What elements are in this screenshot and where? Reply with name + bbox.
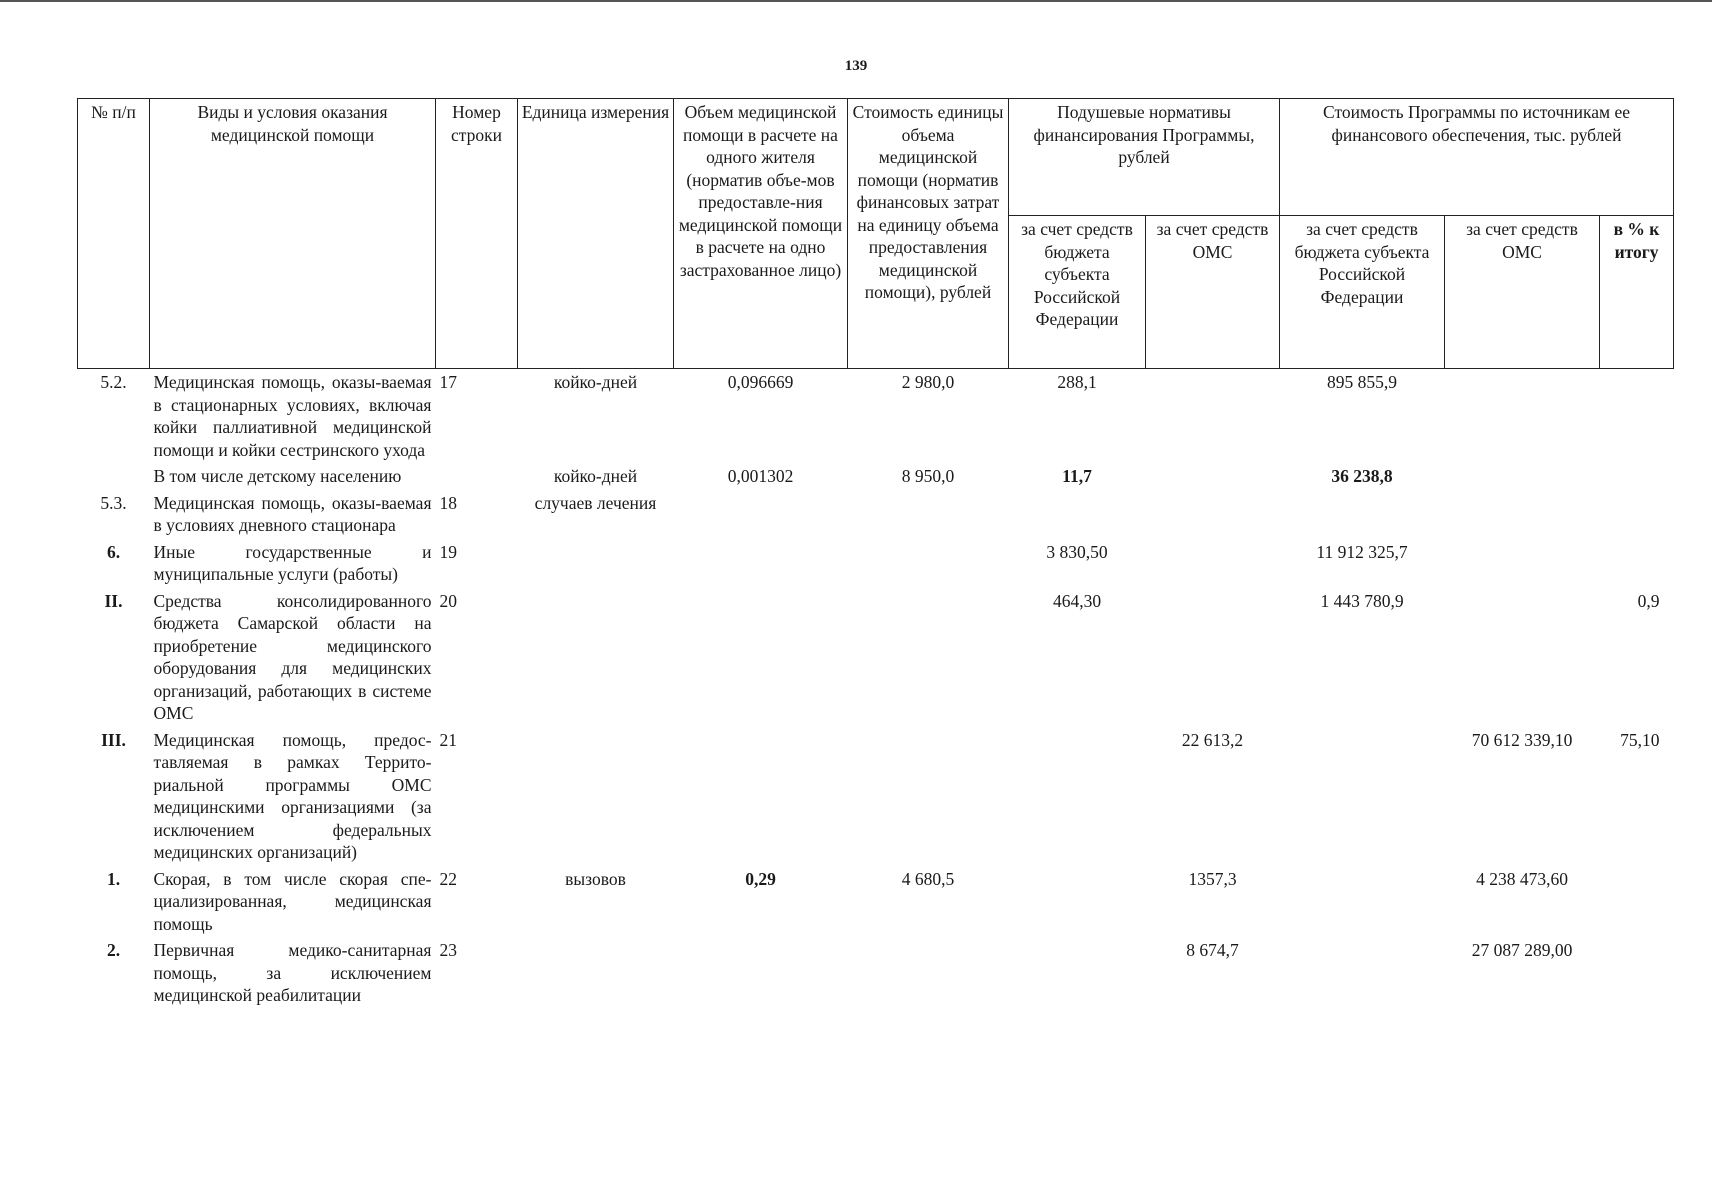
cell-program-budget: 11 912 325,7 [1316,541,1408,562]
cell-volume [674,937,848,1009]
header-norm-oms: за счет средств ОМС [1146,216,1280,369]
table-body [78,369,1674,1009]
cell-unit-cost: 2 980,0 [901,372,955,392]
cell-norm-budget: 288,1 [1057,372,1097,392]
cell-row-number: 18 [439,492,457,513]
cell-program-percent [1600,369,1674,464]
cell-row-number: 17 [439,372,457,392]
cell-program-budget: 36 238,8 [1331,466,1393,486]
table-row [78,369,1674,464]
cell-norm-oms [1146,539,1280,588]
cell-program-oms [1445,588,1600,727]
cell-program-oms: 70 612 339,10 [1471,729,1573,750]
cell-norm-oms: 22 613,2 [1181,729,1244,750]
table-row [78,727,1674,866]
cell-row-number: 20 [439,590,457,611]
cell-no: 6. [106,541,121,562]
cell-row-number: 19 [439,541,457,562]
header-unit: Единица измерения [518,99,674,369]
cell-no: III. [101,729,126,750]
cell-unit-cost [848,727,1009,866]
cell-name: Медицинская помощь, предос-тавляемая в рамках Террито-риальной программы ОМС медицинскими организациями (за исключением федеральных медицинских организаций) [153,729,432,862]
cell-unit-cost [848,937,1009,1009]
cell-program-oms: 27 087 289,00 [1471,940,1573,960]
cell-program-oms: 4 238 473,60 [1476,868,1568,889]
cell-norm-budget: 3 830,50 [1046,541,1108,562]
header-group-per-capita-norms: Подушевые нормативы финансирования Программы, рублей [1009,99,1280,216]
cell-unit: случаев лечения [534,492,657,513]
cell-unit [518,727,674,866]
cell-unit [518,588,674,727]
cell-unit-cost [848,490,1009,539]
cell-name: Медицинская помощь, оказы-ваемая в стационарных условиях, включая койки паллиативной медицинской помощи и койки сестринского ухода [153,372,432,460]
cell-volume [674,539,848,588]
cell-no: II. [104,590,123,611]
cell-norm-oms [1146,588,1280,727]
table-row [78,490,1674,539]
cell-program-percent: 75,10 [1620,729,1660,750]
cell-unit: койко-дней [553,466,638,486]
cell-row-number: 22 [439,868,457,889]
header-no: № п/п [78,99,150,369]
header-kind: Виды и условия оказания медицинской помощи [150,99,436,369]
cell-unit: койко-дней [553,372,638,392]
cell-norm-budget [1009,727,1146,866]
header-program-budget: за счет средств бюджета субъекта Российской Федерации [1280,216,1445,369]
cell-unit-cost [848,539,1009,588]
cell-name: Медицинская помощь, оказы-ваемая в условиях дневного стационара [153,492,432,535]
cell-no: 5.2. [100,372,127,392]
cell-norm-budget [1009,937,1146,1009]
header-norm-budget: за счет средств бюджета субъекта Российской Федерации [1009,216,1146,369]
cell-name: Скорая, в том числе скорая спе-циализированная, медицинская помощь [153,868,432,934]
cell-name: Иные государственные и муниципальные услуги (работы) [153,541,432,584]
cell-unit-cost: 8 950,0 [901,466,955,486]
cell-program-percent [1600,463,1674,490]
cell-program-oms [1445,539,1600,588]
cell-no: 2. [106,940,121,960]
cell-no [78,463,150,490]
cell-no: 5.3. [100,492,127,513]
cell-row-number: 23 [439,940,457,960]
cell-row-number: 21 [439,729,457,750]
cell-unit: вызовов [565,868,626,889]
cell-volume [674,588,848,727]
cell-norm-oms [1146,463,1280,490]
table-row [78,463,1674,490]
cell-unit-cost [848,588,1009,727]
cell-program-oms [1445,490,1600,539]
cell-norm-oms: 1357,3 [1188,868,1237,889]
header-volume: Объем медицинской помощи в расчете на одного жителя (норматив объе-мов предоставле-ния медицинской помощи в расчете на одно застрахованное лицо) [674,99,848,369]
cell-norm-budget: 11,7 [1062,466,1092,486]
header-program-oms: за счет средств ОМС [1445,216,1600,369]
cell-program-budget [1280,866,1445,938]
table-header [78,99,1674,369]
cell-unit-cost: 4 680,5 [901,868,955,889]
cell-no: 1. [106,868,121,889]
cell-program-budget: 1 443 780,9 [1320,590,1404,611]
cell-name: В том числе детскому населению [153,466,402,486]
cell-unit [518,539,674,588]
cell-program-percent [1600,866,1674,938]
cell-norm-budget: 464,30 [1052,590,1102,611]
cell-row-number [436,463,518,490]
cell-norm-budget [1009,490,1146,539]
cell-program-budget: 895 855,9 [1327,372,1397,392]
cell-name: Первичная медико-санитарная помощь, за исключением медицинской реабилитации [153,940,432,1005]
top-rule [0,0,1712,2]
page-number: 139 [844,58,868,74]
cell-program-percent [1600,490,1674,539]
table-row [78,588,1674,727]
cell-norm-oms [1146,369,1280,464]
cell-volume: 0,29 [745,868,776,889]
cell-program-budget [1280,727,1445,866]
cell-program-budget [1280,937,1445,1009]
table-row [78,866,1674,938]
cell-norm-oms: 8 674,7 [1186,940,1239,960]
cell-program-percent: 0,9 [1637,590,1660,611]
cell-program-budget [1280,490,1445,539]
table-row [78,937,1674,1009]
header-row-number: Номер строки [436,99,518,369]
cell-volume: 0,096669 [727,372,794,392]
cell-program-percent [1600,539,1674,588]
cell-volume [674,490,848,539]
cell-volume [674,727,848,866]
cell-program-oms [1445,463,1600,490]
cell-program-oms [1445,369,1600,464]
table-row [78,539,1674,588]
cell-norm-budget [1009,866,1146,938]
header-unit-cost: Стоимость единицы объема медицинской помощи (норматив финансовых затрат на единицу объема предоставления медицинской помощи), рублей [848,99,1009,369]
cell-name: Средства консолидированного бюджета Самарской области на приобретение медицинского оборудования для медицинских организаций, работающих в системе ОМС [153,590,432,723]
cell-volume: 0,001302 [727,466,794,486]
cell-norm-oms [1146,490,1280,539]
header-group-program-cost: Стоимость Программы по источникам ее финансового обеспечения, тыс. рублей [1280,99,1674,216]
header-program-percent: в % к итогу [1600,216,1674,369]
cell-program-percent [1600,937,1674,1009]
cell-unit [518,937,674,1009]
financing-table [77,98,1674,1009]
